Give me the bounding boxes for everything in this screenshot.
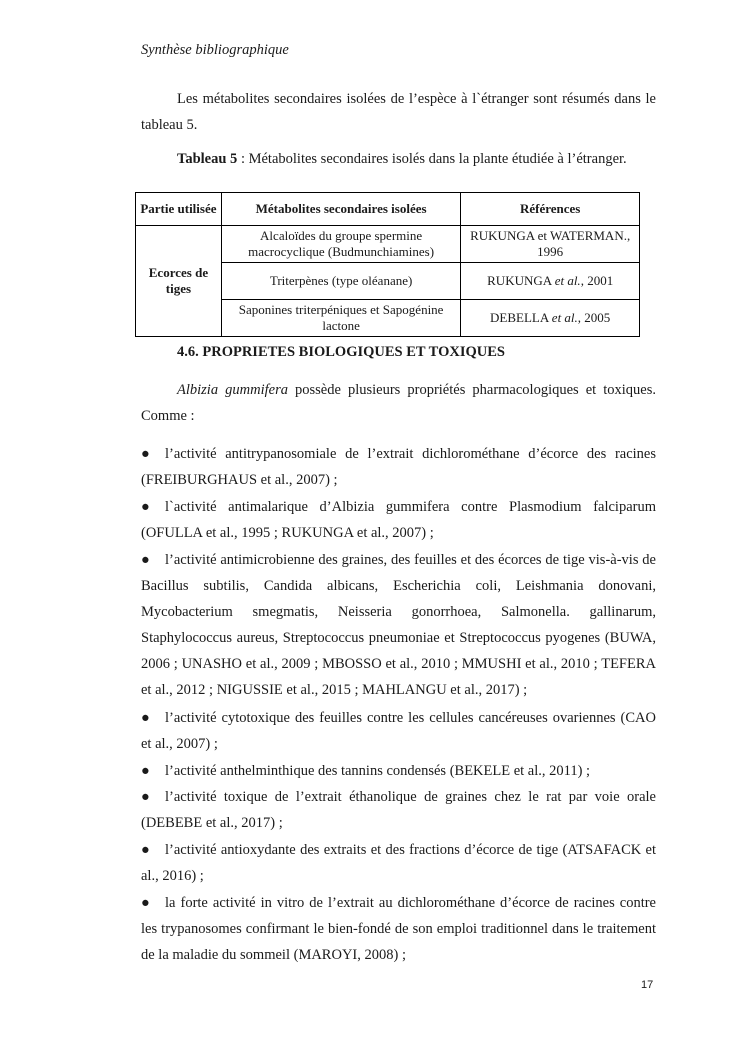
bullet-icon: ●	[141, 763, 150, 779]
table-caption	[177, 151, 627, 168]
list-item	[141, 837, 656, 889]
cell-reference	[461, 263, 640, 300]
lead-text: possède plusieurs propriétés pharmacologiques et toxiques. Comme :	[141, 382, 656, 424]
ref-year: , 2005	[577, 310, 611, 325]
header-metabolites: Métabolites secondaires isolées	[221, 193, 460, 226]
lead-paragraph	[141, 377, 656, 429]
bullet-text: l’activité cytotoxique des feuilles contre les cellules cancéreuses ovariennes (CAO et al., 2007) ;	[141, 710, 656, 752]
ref-author: RUKUNGA	[487, 273, 555, 288]
list-item	[141, 890, 656, 968]
bullet-text: l`activité antimalarique d’Albizia gummifera contre Plasmodium falciparum (OFULLA et al., 1995 ; RUKUNGA et al., 2007) ;	[141, 499, 656, 541]
bullet-icon: ●	[141, 446, 150, 462]
cell-metabolite: Saponines triterpéniques et Sapogénine lactone	[221, 300, 460, 337]
list-item	[141, 547, 656, 703]
bullet-text: l’activité antimicrobienne des graines, des feuilles et des écorces de tige vis-à-vis de Bacillus subtilis, Candida albicans, Escherichia coli, Leishmania donovani, Mycobacterium smegmatis, Neisseria gonorrhoea, Salmonella. gallinarum, Staphylococcus aureus, Streptococcus pneumoniae et Streptococcus pyogenes (BUWA, 2006 ; UNASHO et al., 2009 ; MBOSSO et al., 2010 ; MMUSHI et al., 2010 ; TEFERA et al., 2012 ; NIGUSSIE et al., 2015 ; MAHLANGU et al., 2017) ;	[141, 552, 656, 698]
cell-metabolite: Triterpènes (type oléanane)	[221, 263, 460, 300]
section-title: 4.6. PROPRIETES BIOLOGIQUES ET TOXIQUES	[177, 344, 505, 360]
cell-reference	[461, 226, 640, 263]
cell-reference	[461, 300, 640, 337]
ref-etal: et al.	[551, 310, 578, 325]
ref-year: , 2001	[580, 273, 614, 288]
ref-etal: et al.	[554, 273, 581, 288]
bullet-icon: ●	[141, 789, 150, 805]
ref-author: RUKUNGA et WATERMAN., 1996	[470, 228, 631, 259]
cell-metabolite: Alcaloïdes du groupe spermine macrocyclique (Budmunchiamines)	[221, 226, 460, 263]
bullet-icon: ●	[141, 895, 150, 911]
header-part: Partie utilisée	[136, 193, 222, 226]
bullet-icon: ●	[141, 842, 150, 858]
metabolites-table	[135, 192, 640, 337]
bullet-icon: ●	[141, 499, 150, 515]
list-item	[141, 705, 656, 757]
header-references: Références	[461, 193, 640, 226]
bullet-text: l’activité anthelminthique des tannins condensés (BEKELE et al., 2011) ;	[165, 763, 591, 779]
list-item	[141, 784, 656, 836]
list-item	[141, 758, 656, 784]
running-header: Synthèse bibliographique	[141, 42, 289, 58]
table-caption-text: : Métabolites secondaires isolés dans la plante étudiée à l’étranger.	[237, 151, 627, 167]
list-item	[141, 441, 656, 493]
bullet-text: la forte activité in vitro de l’extrait au dichlorométhane d’écorce de racines contre les trypanosomes confirmant le bien-fondé de son emploi traditionnel dans le traitement de la maladie du sommeil (MAROYI, 2008) ;	[141, 895, 656, 963]
bullet-text: l’activité toxique de l’extrait éthanolique de graines chez le rat par voie orale (DEBEBE et al., 2017) ;	[141, 789, 656, 831]
bullet-icon: ●	[141, 552, 150, 568]
table-header-row	[136, 193, 640, 226]
bullet-icon: ●	[141, 710, 150, 726]
cell-part: Ecorces de tiges	[136, 226, 222, 337]
species-name: Albizia gummifera	[177, 382, 288, 398]
bullet-text: l’activité antitrypanosomiale de l’extrait dichlorométhane d’écorce des racines (FREIBURGHAUS et al., 2007) ;	[141, 446, 656, 488]
bullet-text: l’activité antioxydante des extraits et des fractions d’écorce de tige (ATSAFACK et al., 2016) ;	[141, 842, 656, 884]
ref-author: DEBELLA	[490, 310, 552, 325]
table-caption-label: Tableau 5	[177, 151, 238, 167]
table-row	[136, 226, 640, 263]
intro-paragraph: Les métabolites secondaires isolées de l’espèce à l`étranger sont résumés dans le tableau 5.	[141, 91, 656, 133]
page-number: 17	[641, 979, 654, 991]
list-item	[141, 494, 656, 546]
